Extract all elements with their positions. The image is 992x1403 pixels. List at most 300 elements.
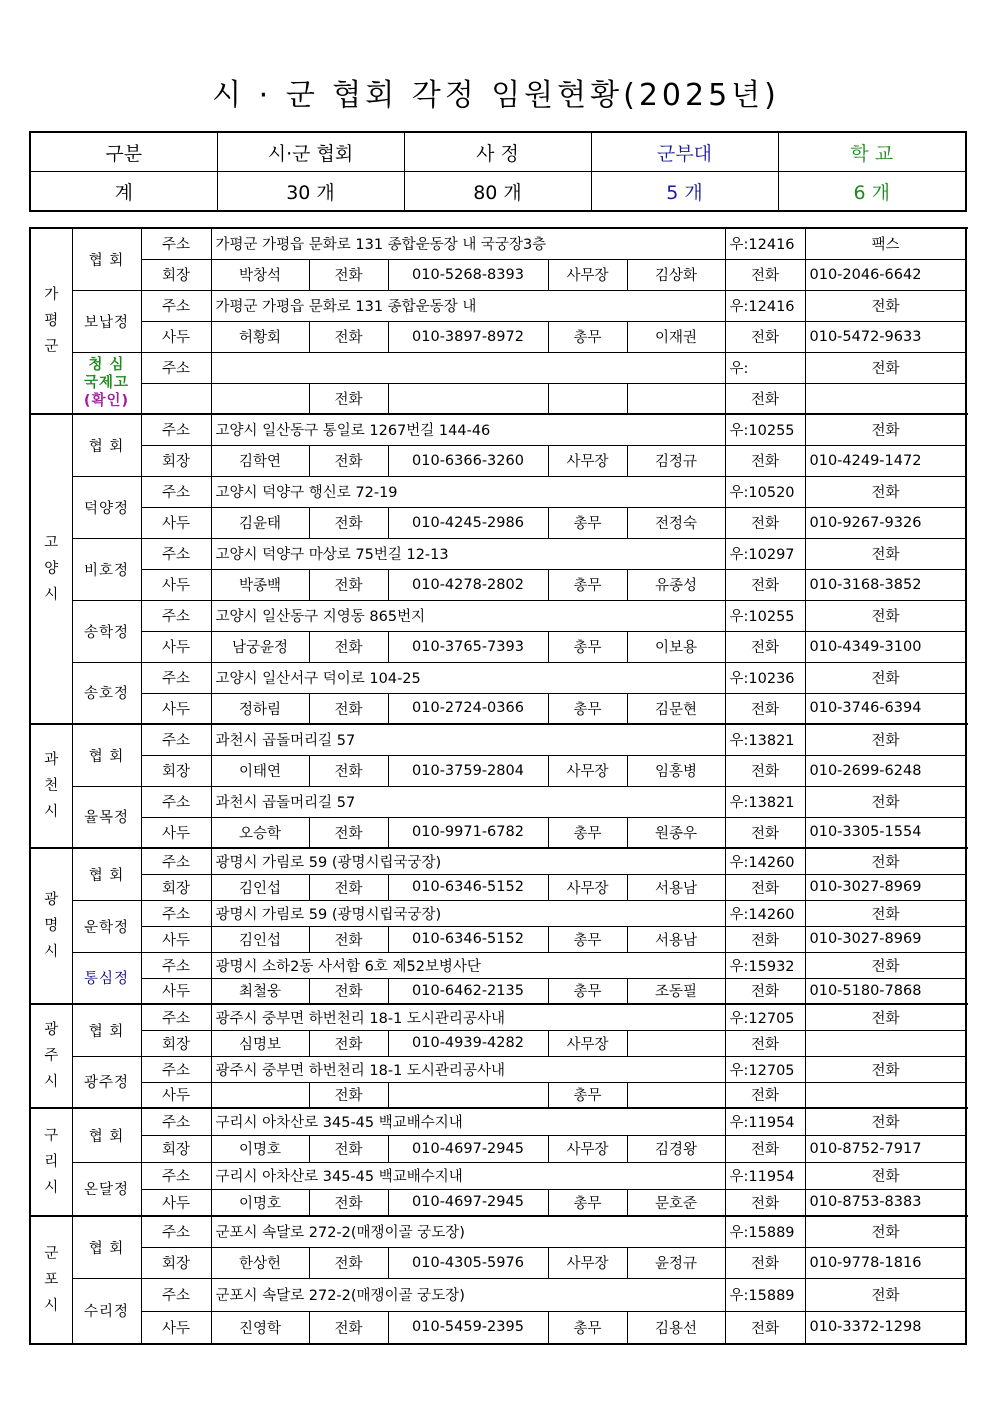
address-value: 가평군 가평읍 문화로 131 종합운동장 내 (211, 290, 725, 321)
person2-phone: 010-8753-8383 (805, 1189, 966, 1216)
person-phone-label: 전화 (309, 817, 388, 848)
zip-code: 우:14260 (725, 848, 805, 874)
person2-phone-label: 전화 (725, 1189, 805, 1216)
org-phone-label: 전화 (805, 1162, 966, 1189)
role2-label: 총무 (548, 1189, 627, 1216)
address-label: 주소 (141, 476, 211, 507)
person2-phone (805, 383, 966, 414)
person-phone-label: 전화 (309, 569, 388, 600)
org-name-line3: (확인) (83, 392, 130, 409)
zip-code: 우:15889 (725, 1278, 805, 1311)
person-phone: 010-3897-8972 (388, 321, 548, 352)
person2-phone: 010-9267-9326 (805, 507, 966, 538)
person-name: 남궁윤정 (211, 631, 309, 662)
address-value: 고양시 덕양구 행신로 72-19 (211, 476, 725, 507)
person-phone-label: 전화 (309, 1030, 388, 1056)
person2-name: 김문현 (627, 693, 725, 724)
person2-name: 윤정규 (627, 1247, 725, 1278)
org-phone-label: 전화 (805, 724, 966, 755)
person2-name: 임홍병 (627, 755, 725, 786)
org-phone-label: 전화 (805, 352, 966, 383)
role2-label: 총무 (548, 693, 627, 724)
person-phone: 010-6346-5152 (388, 926, 548, 952)
address-label: 주소 (141, 952, 211, 978)
person2-phone-label: 전화 (725, 1030, 805, 1056)
role2-label: 사무장 (548, 1135, 627, 1162)
address-label: 주소 (141, 1216, 211, 1247)
person-phone: 010-3759-2804 (388, 755, 548, 786)
org-person-row (30, 445, 966, 476)
org-address-row (30, 900, 966, 926)
person-name: 심명보 (211, 1030, 309, 1056)
group-name (30, 1004, 72, 1108)
role-label: 사두 (141, 1082, 211, 1108)
role2-label: 사무장 (548, 755, 627, 786)
address-value: 고양시 일산서구 덕이로 104-25 (211, 662, 725, 693)
role-label: 사두 (141, 507, 211, 538)
org-person-row (30, 817, 966, 848)
zip-code: 우:11954 (725, 1162, 805, 1189)
person2-name: 김용선 (627, 1311, 725, 1344)
person2-phone-label: 전화 (725, 1311, 805, 1344)
role2-label: 사무장 (548, 1247, 627, 1278)
person2-phone-label: 전화 (725, 693, 805, 724)
address-value: 군포시 속달로 272-2(매쟁이골 궁도장) (211, 1278, 725, 1311)
person-name: 최철웅 (211, 978, 309, 1004)
zip-code: 우:10297 (725, 538, 805, 569)
org-address-row (30, 1278, 966, 1311)
org-address-row (30, 352, 966, 383)
role-label: 회장 (141, 1135, 211, 1162)
person-phone: 010-9971-6782 (388, 817, 548, 848)
org-address-row (30, 724, 966, 755)
role-label: 사두 (141, 693, 211, 724)
person2-phone-label: 전화 (725, 926, 805, 952)
summary-army-count: 5 개 (591, 172, 778, 212)
person-phone-label: 전화 (309, 1311, 388, 1344)
org-address-row (30, 1108, 966, 1135)
person2-phone: 010-2046-6642 (805, 259, 966, 290)
zip-code: 우:12416 (725, 228, 805, 259)
group-name (30, 228, 72, 414)
address-label: 주소 (141, 538, 211, 569)
person2-name: 조동필 (627, 978, 725, 1004)
role-label: 사두 (141, 817, 211, 848)
org-name: 협 회 (72, 724, 141, 786)
summary-header-school: 학 교 (778, 132, 966, 172)
person-name: 허황회 (211, 321, 309, 352)
person2-phone: 010-4249-1472 (805, 445, 966, 476)
group-name (30, 1108, 72, 1216)
person-phone: 010-4245-2986 (388, 507, 548, 538)
address-label: 주소 (141, 662, 211, 693)
org-address-row (30, 1162, 966, 1189)
address-label: 주소 (141, 1004, 211, 1030)
person2-name (627, 383, 725, 414)
org-name: 협 회 (72, 848, 141, 900)
role2-label: 총무 (548, 569, 627, 600)
role-label: 회장 (141, 755, 211, 786)
org-phone-label: 팩스 (805, 228, 966, 259)
org-name-line2: 국제고 (83, 374, 130, 391)
person2-phone-label: 전화 (725, 755, 805, 786)
org-address-row (30, 228, 966, 259)
person2-phone: 010-2699-6248 (805, 755, 966, 786)
role2-label: 총무 (548, 926, 627, 952)
org-address-row (30, 476, 966, 507)
role-label: 사두 (141, 1311, 211, 1344)
person2-phone (805, 1030, 966, 1056)
person2-phone: 010-9778-1816 (805, 1247, 966, 1278)
address-value: 광명시 가림로 59 (광명시립국궁장) (211, 900, 725, 926)
person-name: 김인섭 (211, 926, 309, 952)
person2-phone: 010-3372-1298 (805, 1311, 966, 1344)
org-name (72, 352, 141, 414)
org-phone-label: 전화 (805, 414, 966, 445)
org-phone-label: 전화 (805, 786, 966, 817)
person2-phone-label: 전화 (725, 569, 805, 600)
role-label: 회장 (141, 445, 211, 476)
person2-phone-label: 전화 (725, 259, 805, 290)
person-phone-label: 전화 (309, 631, 388, 662)
zip-code: 우:10236 (725, 662, 805, 693)
org-name: 통심정 (72, 952, 141, 1004)
org-person-row (30, 507, 966, 538)
role-label: 회장 (141, 1247, 211, 1278)
zip-code: 우:13821 (725, 724, 805, 755)
person-name (211, 383, 309, 414)
person2-phone-label: 전화 (725, 1135, 805, 1162)
org-name: 수리정 (72, 1278, 141, 1344)
person-name: 정하림 (211, 693, 309, 724)
person2-phone-label: 전화 (725, 445, 805, 476)
group-name-text: 고양시 (44, 535, 59, 603)
person2-phone-label: 전화 (725, 817, 805, 848)
org-name: 협 회 (72, 228, 141, 290)
person2-name: 김경왕 (627, 1135, 725, 1162)
org-phone-label: 전화 (805, 662, 966, 693)
person-phone: 010-2724-0366 (388, 693, 548, 724)
person-name: 김인섭 (211, 874, 309, 900)
org-address-row (30, 600, 966, 631)
person-phone-label: 전화 (309, 1189, 388, 1216)
org-person-row (30, 755, 966, 786)
person-phone (388, 1082, 548, 1108)
person2-phone (805, 1082, 966, 1108)
address-value: 광명시 소하2동 사서함 6호 제52보병사단 (211, 952, 725, 978)
address-value: 광명시 가림로 59 (광명시립국궁장) (211, 848, 725, 874)
person2-name: 유종성 (627, 569, 725, 600)
person-phone-label: 전화 (309, 445, 388, 476)
org-address-row (30, 1216, 966, 1247)
org-name: 협 회 (72, 1004, 141, 1056)
org-name: 송호정 (72, 662, 141, 724)
org-name: 비호정 (72, 538, 141, 600)
person2-phone: 010-4349-3100 (805, 631, 966, 662)
org-address-row (30, 1004, 966, 1030)
role-label: 사두 (141, 978, 211, 1004)
group-name (30, 1216, 72, 1344)
person-phone-label: 전화 (309, 1082, 388, 1108)
person-phone: 010-6346-5152 (388, 874, 548, 900)
officers-table (29, 227, 967, 1345)
group-name-text: 광명시 (44, 892, 59, 960)
address-label: 주소 (141, 724, 211, 755)
person-phone-label: 전화 (309, 1135, 388, 1162)
address-value: 구리시 아차산로 345-45 백교배수지내 (211, 1162, 725, 1189)
address-value: 구리시 아차산로 345-45 백교배수지내 (211, 1108, 725, 1135)
role-label: 사두 (141, 321, 211, 352)
summary-association-count: 30 개 (217, 172, 404, 212)
role2-label: 총무 (548, 1082, 627, 1108)
role2-label: 사무장 (548, 1030, 627, 1056)
person2-phone: 010-3027-8969 (805, 926, 966, 952)
org-person-row (30, 321, 966, 352)
org-name: 운학정 (72, 900, 141, 952)
person-name: 이태연 (211, 755, 309, 786)
address-value: 고양시 일산동구 통일로 1267번길 144-46 (211, 414, 725, 445)
person-phone: 010-6366-3260 (388, 445, 548, 476)
person2-phone-label: 전화 (725, 507, 805, 538)
role-label (141, 383, 211, 414)
person2-phone: 010-3168-3852 (805, 569, 966, 600)
zip-code: 우:12705 (725, 1004, 805, 1030)
zip-code: 우:14260 (725, 900, 805, 926)
person-phone-label: 전화 (309, 1247, 388, 1278)
person-phone-label: 전화 (309, 693, 388, 724)
org-phone-label: 전화 (805, 1056, 966, 1082)
address-value: 광주시 중부면 하번천리 18-1 도시관리공사내 (211, 1004, 725, 1030)
address-label: 주소 (141, 1162, 211, 1189)
address-label: 주소 (141, 900, 211, 926)
summary-total-label: 계 (30, 172, 217, 212)
address-label: 주소 (141, 290, 211, 321)
zip-code: 우:13821 (725, 786, 805, 817)
org-name: 협 회 (72, 1216, 141, 1278)
address-label: 주소 (141, 414, 211, 445)
role2-label: 총무 (548, 817, 627, 848)
org-address-row (30, 786, 966, 817)
org-phone-label: 전화 (805, 1216, 966, 1247)
role-label: 사두 (141, 1189, 211, 1216)
org-phone-label: 전화 (805, 476, 966, 507)
group-name-text: 광주시 (44, 1022, 59, 1090)
org-name-line1: 청 심 (88, 356, 125, 373)
address-label: 주소 (141, 848, 211, 874)
org-name: 온달정 (72, 1162, 141, 1216)
group-name (30, 724, 72, 848)
person2-phone: 010-3305-1554 (805, 817, 966, 848)
person2-phone-label: 전화 (725, 874, 805, 900)
person-name: 오승학 (211, 817, 309, 848)
person2-name: 서용남 (627, 926, 725, 952)
org-phone-label: 전화 (805, 600, 966, 631)
role-label: 회장 (141, 874, 211, 900)
org-name: 율목정 (72, 786, 141, 848)
org-person-row (30, 631, 966, 662)
org-name: 광주정 (72, 1056, 141, 1108)
zip-code: 우:12705 (725, 1056, 805, 1082)
group-name-text: 군포시 (44, 1246, 59, 1314)
org-phone-label: 전화 (805, 848, 966, 874)
person2-name: 문호준 (627, 1189, 725, 1216)
org-name: 송학정 (72, 600, 141, 662)
org-phone-label: 전화 (805, 1108, 966, 1135)
summary-value-row (30, 172, 966, 212)
summary-header-army: 군부대 (591, 132, 778, 172)
org-person-row (30, 874, 966, 900)
group-name-text: 구리시 (44, 1128, 59, 1196)
person-phone-label: 전화 (309, 874, 388, 900)
person2-phone-label: 전화 (725, 321, 805, 352)
org-person-row (30, 926, 966, 952)
address-value: 광주시 중부면 하번천리 18-1 도시관리공사내 (211, 1056, 725, 1082)
summary-header-range: 사 정 (404, 132, 591, 172)
person-phone: 010-4697-2945 (388, 1135, 548, 1162)
address-value: 고양시 덕양구 마상로 75번길 12-13 (211, 538, 725, 569)
role2-label: 사무장 (548, 874, 627, 900)
person2-phone-label: 전화 (725, 383, 805, 414)
person2-name (627, 1030, 725, 1056)
person2-name: 전정숙 (627, 507, 725, 538)
person2-phone-label: 전화 (725, 1082, 805, 1108)
org-person-row (30, 1135, 966, 1162)
org-address-row (30, 290, 966, 321)
summary-table (29, 131, 967, 212)
role-label: 회장 (141, 259, 211, 290)
person2-name (627, 1082, 725, 1108)
person-name: 한상헌 (211, 1247, 309, 1278)
person-phone-label: 전화 (309, 383, 388, 414)
role-label: 사두 (141, 569, 211, 600)
org-address-row (30, 848, 966, 874)
org-address-row (30, 538, 966, 569)
org-phone-label: 전화 (805, 952, 966, 978)
person-name: 박종백 (211, 569, 309, 600)
org-name: 협 회 (72, 1108, 141, 1162)
org-person-row (30, 1082, 966, 1108)
org-name: 덕양정 (72, 476, 141, 538)
summary-range-count: 80 개 (404, 172, 591, 212)
zip-code: 우:10255 (725, 600, 805, 631)
org-person-row (30, 259, 966, 290)
org-person-row (30, 1030, 966, 1056)
person-phone: 010-4278-2802 (388, 569, 548, 600)
person-phone (388, 383, 548, 414)
zip-code: 우:12416 (725, 290, 805, 321)
org-person-row (30, 383, 966, 414)
group-name-text: 과천시 (44, 752, 59, 820)
org-name: 보납정 (72, 290, 141, 352)
person2-name: 김정규 (627, 445, 725, 476)
role-label: 사두 (141, 926, 211, 952)
person-phone: 010-3765-7393 (388, 631, 548, 662)
role2-label: 총무 (548, 507, 627, 538)
person2-name: 서용남 (627, 874, 725, 900)
person-phone: 010-4697-2945 (388, 1189, 548, 1216)
person-phone: 010-5459-2395 (388, 1311, 548, 1344)
address-value: 고양시 일산동구 지영동 865번지 (211, 600, 725, 631)
group-name (30, 414, 72, 724)
role2-label: 총무 (548, 1311, 627, 1344)
summary-header-association: 시·군 협회 (217, 132, 404, 172)
person-phone-label: 전화 (309, 926, 388, 952)
org-address-row (30, 414, 966, 445)
zip-code: 우:15889 (725, 1216, 805, 1247)
address-value: 가평군 가평읍 문화로 131 종합운동장 내 국궁장3층 (211, 228, 725, 259)
org-phone-label: 전화 (805, 538, 966, 569)
person2-name: 이보용 (627, 631, 725, 662)
zip-code: 우:15932 (725, 952, 805, 978)
address-label: 주소 (141, 228, 211, 259)
address-label: 주소 (141, 600, 211, 631)
person2-phone: 010-5472-9633 (805, 321, 966, 352)
person-name: 이명호 (211, 1189, 309, 1216)
person-phone: 010-4939-4282 (388, 1030, 548, 1056)
org-person-row (30, 978, 966, 1004)
org-person-row (30, 693, 966, 724)
person-name: 김학연 (211, 445, 309, 476)
role2-label: 총무 (548, 631, 627, 662)
person2-phone: 010-5180-7868 (805, 978, 966, 1004)
summary-header-row (30, 132, 966, 172)
page-title: 시 · 군 협회 각정 임원현황(2025년) (212, 78, 780, 113)
person2-phone-label: 전화 (725, 978, 805, 1004)
person-phone-label: 전화 (309, 507, 388, 538)
person2-name: 원종우 (627, 817, 725, 848)
zip-code: 우:10520 (725, 476, 805, 507)
role2-label: 사무장 (548, 259, 627, 290)
role2-label (548, 383, 627, 414)
org-phone-label: 전화 (805, 290, 966, 321)
person-phone-label: 전화 (309, 259, 388, 290)
person2-phone: 010-3746-6394 (805, 693, 966, 724)
org-address-row (30, 1056, 966, 1082)
person2-name: 이재권 (627, 321, 725, 352)
address-value (211, 352, 725, 383)
person-phone-label: 전화 (309, 755, 388, 786)
org-address-row (30, 662, 966, 693)
org-phone-label: 전화 (805, 1004, 966, 1030)
person2-phone-label: 전화 (725, 631, 805, 662)
role2-label: 총무 (548, 978, 627, 1004)
person-name: 박창석 (211, 259, 309, 290)
org-person-row (30, 1247, 966, 1278)
address-label: 주소 (141, 1056, 211, 1082)
org-name: 협 회 (72, 414, 141, 476)
org-person-row (30, 1189, 966, 1216)
role-label: 사두 (141, 631, 211, 662)
zip-code: 우:10255 (725, 414, 805, 445)
person-phone: 010-4305-5976 (388, 1247, 548, 1278)
person-phone: 010-6462-2135 (388, 978, 548, 1004)
person2-name: 김상화 (627, 259, 725, 290)
org-phone-label: 전화 (805, 900, 966, 926)
org-phone-label: 전화 (805, 1278, 966, 1311)
person-name: 이명호 (211, 1135, 309, 1162)
person-name: 김윤태 (211, 507, 309, 538)
role2-label: 사무장 (548, 445, 627, 476)
person-phone-label: 전화 (309, 321, 388, 352)
person-name: 진영학 (211, 1311, 309, 1344)
org-address-row (30, 952, 966, 978)
org-person-row (30, 569, 966, 600)
person2-phone-label: 전화 (725, 1247, 805, 1278)
person-name (211, 1082, 309, 1108)
summary-header-category: 구분 (30, 132, 217, 172)
summary-school-count: 6 개 (778, 172, 966, 212)
group-name-text: 가평군 (44, 287, 59, 355)
